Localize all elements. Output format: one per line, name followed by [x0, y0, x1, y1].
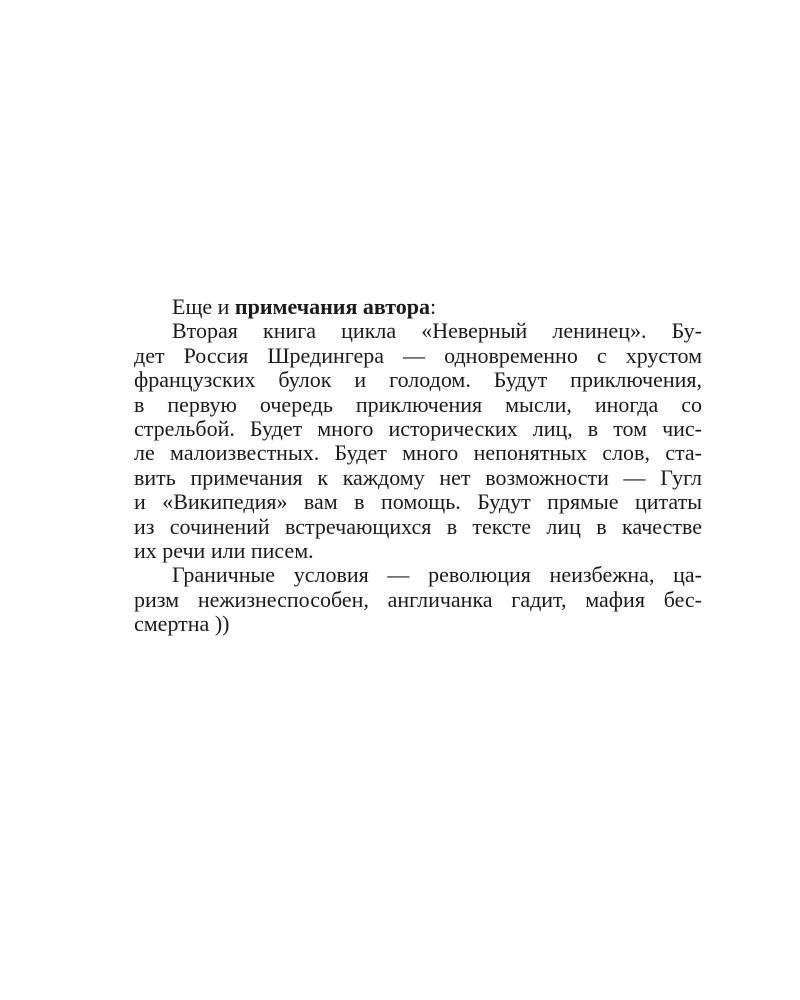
paragraph-2-line: французских булок и голодом. Будут приключения,: [134, 367, 702, 393]
paragraph-2-line: и «Википедия» вам в помощь. Будут прямые цитаты: [134, 489, 702, 515]
intro-tail: :: [429, 294, 437, 319]
intro-lead: Еще и: [172, 294, 235, 319]
author-notes-text: [134, 295, 702, 636]
paragraph-3-line: смертна )): [134, 611, 230, 637]
paragraph-2-line: вить примечания к каждому нет возможности — Гугл: [134, 464, 702, 490]
paragraph-3-line: Граничные условия — революция неизбежна, ца-: [172, 562, 702, 588]
paragraph-2-line: стрельбой. Будет много исторических лиц, в том чис-: [134, 415, 702, 441]
intro-bold-heading: примечания автора: [234, 294, 430, 319]
paragraph-2-line: дет Россия Шредингера — одновременно с хрустом: [134, 342, 702, 368]
paragraph-2-line: ле малоизвестных. Будет много непонятных слов, ста-: [134, 440, 702, 466]
paragraph-intro: [134, 295, 702, 319]
paragraph-3-line: ризм нежизнеспособен, англичанка гадит, мафия бес-: [134, 586, 702, 612]
paragraph-2-line: в первую очередь приключения мысли, иногда со: [134, 391, 702, 417]
paragraph-2-line: из сочинений встречающихся в тексте лиц в качестве: [134, 513, 702, 539]
paragraph-2-line: Вторая книга цикла «Неверный ленинец». Бу-: [172, 318, 702, 344]
paragraph-2-line: их речи или писем.: [134, 537, 314, 563]
